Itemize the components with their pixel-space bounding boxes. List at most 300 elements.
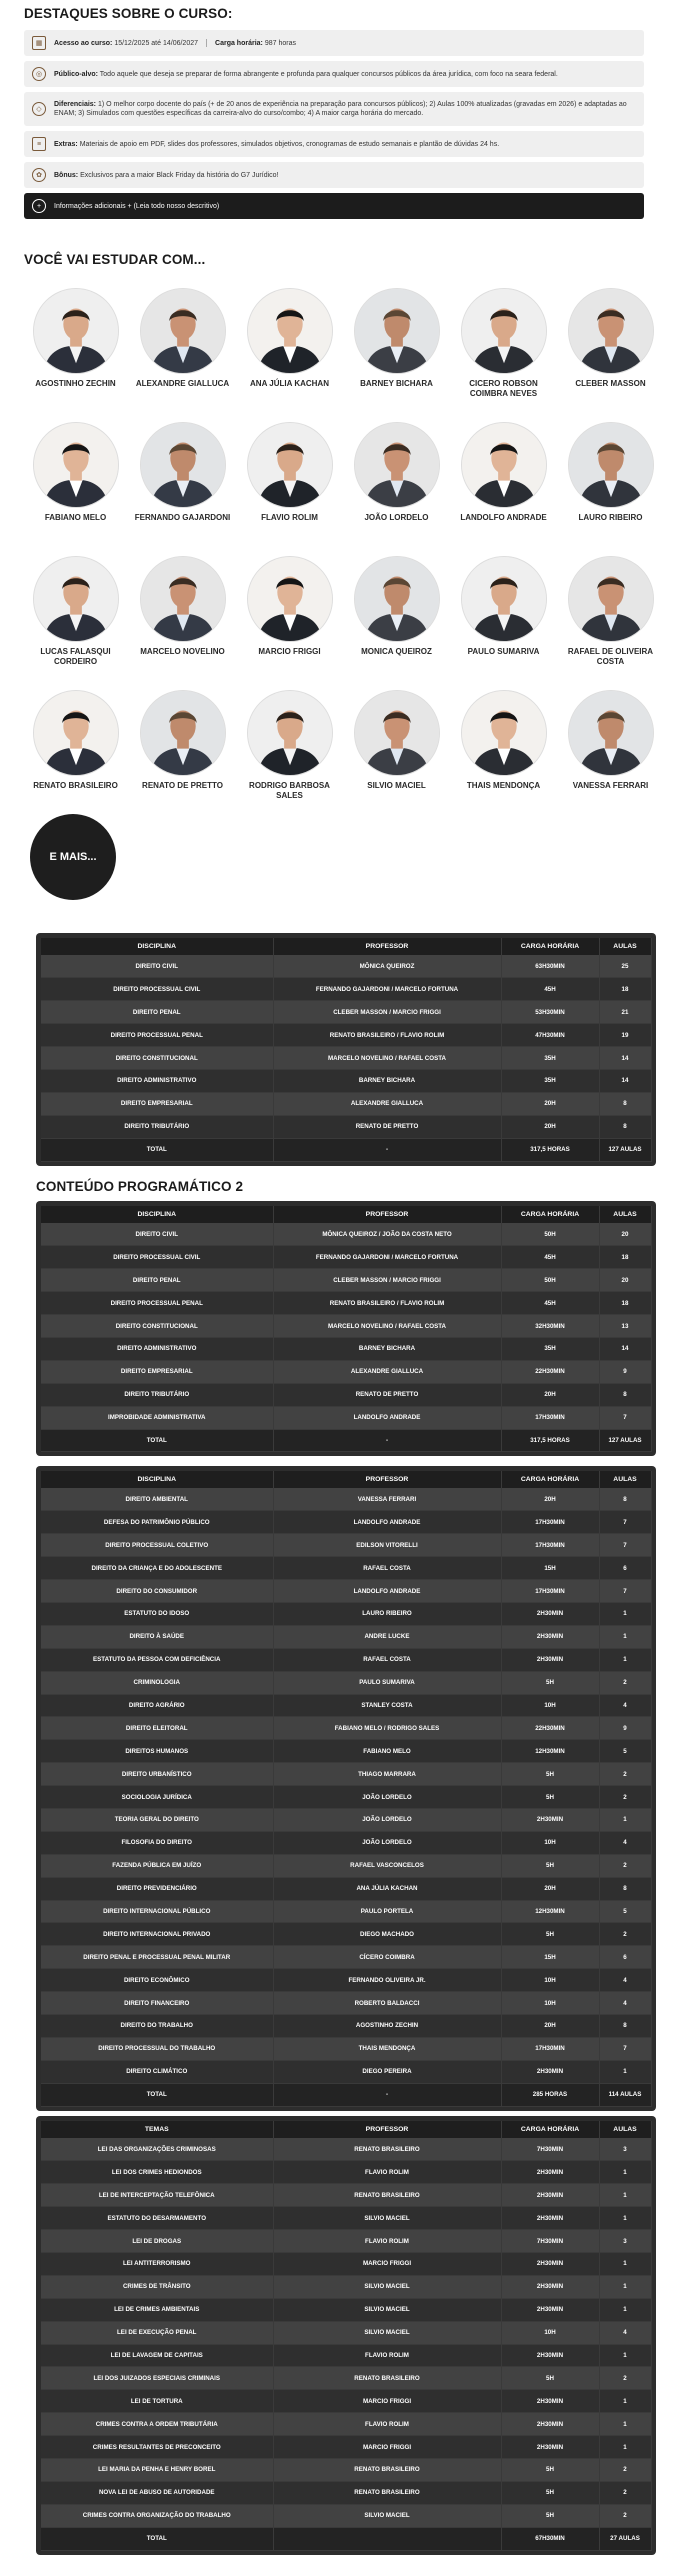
table-cell: 5: [599, 1900, 651, 1923]
table-cell: DIREITO EMPRESARIAL: [41, 1092, 273, 1115]
table-row: [41, 2298, 651, 2321]
professor-photo: [33, 422, 119, 508]
table-cell: PAULO PORTELA: [273, 1900, 501, 1923]
professor-photo: [568, 556, 654, 642]
table-row: [41, 1337, 651, 1360]
table-cell: 22H30MIN: [501, 1360, 599, 1383]
table-cell: DIREITO ELEITORAL: [41, 1717, 273, 1740]
table-cell: LEI DOS CRIMES HEDIONDOS: [41, 2161, 273, 2184]
table-cell: IMPROBIDADE ADMINISTRATIVA: [41, 1406, 273, 1429]
professor-name: FERNANDO GAJARDONI: [134, 513, 231, 522]
table-cell: ANA JÚLIA KACHAN: [273, 1877, 501, 1900]
table-row: [41, 2367, 651, 2390]
table-header-cell: AULAS: [599, 1471, 651, 1488]
table-cell: CLEBER MASSON / MARCIO FRIGGI: [273, 1269, 501, 1292]
table-header-cell: CARGA HORÁRIA: [501, 938, 599, 955]
table-row: [41, 2060, 651, 2083]
person-avatar-icon: [34, 423, 118, 507]
table-header-cell: AULAS: [599, 1206, 651, 1223]
table-cell: 1: [599, 1625, 651, 1648]
table-row: [41, 1946, 651, 1969]
table-row: [41, 1246, 651, 1269]
professor-card: [450, 690, 557, 812]
table-cell: LEI DOS JUIZADOS ESPECIAIS CRIMINAIS: [41, 2367, 273, 2390]
table-cell: DIREITO PREVIDENCIÁRIO: [41, 1877, 273, 1900]
professor-photo: [140, 288, 226, 374]
table-cell: DIREITO À SAÚDE: [41, 1625, 273, 1648]
table-cell: FABIANO MELO / RODRIGO SALES: [273, 1717, 501, 1740]
table-cell: 2H30MIN: [501, 2161, 599, 2184]
table-cell: DIREITO PROCESSUAL DO TRABALHO: [41, 2037, 273, 2060]
table-cell: 4: [599, 1969, 651, 1992]
table-cell: 10H: [501, 1969, 599, 1992]
access-label: Acesso ao curso:: [54, 39, 113, 47]
table-row: [41, 2014, 651, 2037]
table-row: [41, 1648, 651, 1671]
table-cell: JOÃO LORDELO: [273, 1786, 501, 1809]
table-cell: 2H30MIN: [501, 2344, 599, 2367]
table-cell: 8: [599, 1115, 651, 1138]
table-cell: FERNANDO OLIVEIRA JR.: [273, 1969, 501, 1992]
professor-card: [343, 288, 450, 410]
table-cell: ESTATUTO DO DESARMAMENTO: [41, 2207, 273, 2230]
table-row: [41, 2138, 651, 2161]
table-row: [41, 2275, 651, 2298]
professor-name: LANDOLFO ANDRADE: [460, 513, 547, 522]
table-row: [41, 2207, 651, 2230]
table-row: [41, 1877, 651, 1900]
table-cell: 2: [599, 2458, 651, 2481]
professor-card: [557, 690, 664, 812]
table-row: [41, 2413, 651, 2436]
professor-card: [236, 288, 343, 410]
table-cell: 5: [599, 1740, 651, 1763]
table-total-cell: 27 AULAS: [599, 2527, 651, 2550]
table-row: [41, 1923, 651, 1946]
table-cell: BARNEY BICHARA: [273, 1337, 501, 1360]
bonus-label: Bônus:: [54, 171, 79, 179]
table-cell: ROBERTO BALDACCI: [273, 1992, 501, 2015]
table-cell: 25: [599, 955, 651, 978]
table-cell: CÍCERO COIMBRA: [273, 1946, 501, 1969]
professor-name: RAFAEL DE OLIVEIRA COSTA: [567, 647, 654, 666]
table-cell: 20: [599, 1223, 651, 1246]
table-row: [41, 1740, 651, 1763]
professor-card: [450, 556, 557, 678]
diamond-icon: ◇: [32, 102, 46, 116]
table-cell: DIREITO ADMINISTRATIVO: [41, 1069, 273, 1092]
table-cell: DIREITO CLIMÁTICO: [41, 2060, 273, 2083]
table-cell: LANDOLFO ANDRADE: [273, 1511, 501, 1534]
table-cell: DIREITO ADMINISTRATIVO: [41, 1337, 273, 1360]
table-cell: FERNANDO GAJARDONI / MARCELO FORTUNA: [273, 978, 501, 1001]
professor-photo: [140, 690, 226, 776]
table-cell: 20H: [501, 1092, 599, 1115]
table-cell: RAFAEL VASCONCELOS: [273, 1854, 501, 1877]
person-avatar-icon: [355, 289, 439, 373]
table-cell: 1: [599, 2207, 651, 2230]
table-row: [41, 978, 651, 1001]
professors-title: VOCÊ VAI ESTUDAR COM...: [24, 252, 206, 267]
table-row: [41, 2037, 651, 2060]
table-cell: DIREITO PENAL: [41, 1269, 273, 1292]
professor-name: SILVIO MACIEL: [367, 781, 426, 790]
professor-card: [129, 288, 236, 410]
table-cell: 2H30MIN: [501, 1602, 599, 1625]
table-header-cell: AULAS: [599, 2121, 651, 2138]
table-cell: 1: [599, 2275, 651, 2298]
professor-photo: [461, 556, 547, 642]
table-cell: 9: [599, 1360, 651, 1383]
table-cell: RAFAEL COSTA: [273, 1648, 501, 1671]
professor-name: RENATO BRASILEIRO: [33, 781, 118, 790]
table-cell: CRIMINOLOGIA: [41, 1671, 273, 1694]
table-header-cell: PROFESSOR: [273, 1471, 501, 1488]
table-cell: 1: [599, 2184, 651, 2207]
table-cell: DIREITO TRIBUTÁRIO: [41, 1383, 273, 1406]
table-cell: 5H: [501, 1854, 599, 1877]
professor-name: CLEBER MASSON: [575, 379, 646, 388]
highlight-extras-text: [54, 140, 499, 149]
table-cell: DIREITO DO CONSUMIDOR: [41, 1580, 273, 1603]
professor-card: [236, 690, 343, 812]
table-row: [41, 1786, 651, 1809]
professor-name: FLAVIO ROLIM: [261, 513, 318, 522]
table-cell: 20H: [501, 1877, 599, 1900]
more-professors-button[interactable]: [30, 814, 116, 900]
table-cell: MARCIO FRIGGI: [273, 2436, 501, 2459]
more-professors-label: E MAIS...: [49, 851, 97, 863]
professor-photo: [568, 422, 654, 508]
table-cell: 2H30MIN: [501, 2413, 599, 2436]
table-total-cell: 317,5 HORAS: [501, 1138, 599, 1161]
professor-photo: [568, 288, 654, 374]
table-header-cell: AULAS: [599, 938, 651, 955]
more-info-label: Informações adicionais + (Leia todo nosso descritivo): [54, 202, 220, 210]
professor-name: MONICA QUEIROZ: [361, 647, 432, 656]
highlights-title: DESTAQUES SOBRE O CURSO:: [24, 6, 233, 21]
table-cell: LEI DE LAVAGEM DE CAPITAIS: [41, 2344, 273, 2367]
person-avatar-icon: [569, 289, 653, 373]
table-row: [41, 1694, 651, 1717]
highlights-list: [24, 30, 644, 224]
table-cell: LEI DE EXECUÇÃO PENAL: [41, 2321, 273, 2344]
highlight-access: [24, 30, 644, 56]
table-cell: 2H30MIN: [501, 2184, 599, 2207]
table-cell: 5H: [501, 2481, 599, 2504]
table-cell: 4: [599, 2321, 651, 2344]
table-cell: 5H: [501, 2367, 599, 2390]
table-cell: ALEXANDRE GIALLUCA: [273, 1092, 501, 1115]
table-cell: DIREITO DA CRIANÇA E DO ADOLESCENTE: [41, 1557, 273, 1580]
person-avatar-icon: [248, 423, 332, 507]
table-cell: DIREITO PROCESSUAL PENAL: [41, 1292, 273, 1315]
table-total-cell: -: [273, 1429, 501, 1452]
table-row: [41, 1315, 651, 1338]
table-cell: 20H: [501, 1488, 599, 1511]
table-row: [41, 1024, 651, 1047]
professor-photo: [33, 690, 119, 776]
table-cell: 2: [599, 1786, 651, 1809]
table-cell: STANLEY COSTA: [273, 1694, 501, 1717]
table-row: [41, 2481, 651, 2504]
professor-card: [557, 288, 664, 410]
professor-card: [557, 422, 664, 544]
table-cell: 21: [599, 1001, 651, 1024]
table-cell: 5H: [501, 2458, 599, 2481]
target-icon: ◎: [32, 67, 46, 81]
table-cell: 2: [599, 1671, 651, 1694]
table-cell: DIREITO DO TRABALHO: [41, 2014, 273, 2037]
person-avatar-icon: [248, 557, 332, 641]
table-cell: CRIMES CONTRA ORGANIZAÇÃO DO TRABALHO: [41, 2504, 273, 2527]
table-cell: 1: [599, 1648, 651, 1671]
table-cell: FAZENDA PÚBLICA EM JUÍZO: [41, 1854, 273, 1877]
table-row: [41, 1069, 651, 1092]
table-cell: 13: [599, 1315, 651, 1338]
professor-photo: [33, 288, 119, 374]
table-total-cell: TOTAL: [41, 2083, 273, 2106]
table-cell: DIREITO PROCESSUAL PENAL: [41, 1024, 273, 1047]
table-row: [41, 1763, 651, 1786]
professor-name: FABIANO MELO: [44, 513, 107, 522]
table-cell: 18: [599, 978, 651, 1001]
professor-name: THAIS MENDONÇA: [466, 781, 541, 790]
table-cell: THAIS MENDONÇA: [273, 2037, 501, 2060]
program2-title: CONTEÚDO PROGRAMÁTICO 2: [36, 1179, 244, 1194]
table-cell: SILVIO MACIEL: [273, 2275, 501, 2298]
gift-icon: ✿: [32, 168, 46, 182]
table-cell: 35H: [501, 1069, 599, 1092]
table-cell: LEI MARIA DA PENHA E HENRY BOREL: [41, 2458, 273, 2481]
table-cell: DIREITO ECONÔMICO: [41, 1969, 273, 1992]
highlight-audience-text: [54, 70, 558, 79]
table-cell: RENATO BRASILEIRO: [273, 2458, 501, 2481]
professor-card: [450, 422, 557, 544]
professor-card: [129, 690, 236, 812]
table-cell: 2H30MIN: [501, 1808, 599, 1831]
course-table: [41, 2121, 652, 2551]
table-cell: SILVIO MACIEL: [273, 2504, 501, 2527]
table-cell: 1: [599, 2344, 651, 2367]
person-avatar-icon: [34, 289, 118, 373]
person-avatar-icon: [248, 289, 332, 373]
professor-card: [343, 690, 450, 812]
program-table-1: [36, 933, 656, 1166]
highlight-bonus: [24, 162, 644, 188]
person-avatar-icon: [141, 289, 225, 373]
table-cell: DIREITO CIVIL: [41, 955, 273, 978]
professor-name: PAULO SUMARIVA: [467, 647, 540, 656]
table-header-cell: DISCIPLINA: [41, 938, 273, 955]
table-cell: 47H30MIN: [501, 1024, 599, 1047]
table-header-cell: CARGA HORÁRIA: [501, 2121, 599, 2138]
table-row: [41, 2344, 651, 2367]
table-cell: 18: [599, 1246, 651, 1269]
professor-card: [236, 422, 343, 544]
workload-value: 987 horas: [264, 39, 296, 47]
table-cell: NOVA LEI DE ABUSO DE AUTORIDADE: [41, 2481, 273, 2504]
person-avatar-icon: [462, 557, 546, 641]
table-cell: ESTATUTO DO IDOSO: [41, 1602, 273, 1625]
professor-card: [22, 690, 129, 812]
table-cell: DIREITO PROCESSUAL CIVIL: [41, 1246, 273, 1269]
table-cell: 15H: [501, 1557, 599, 1580]
info-icon: +: [32, 199, 46, 213]
table-cell: DIREITO AMBIENTAL: [41, 1488, 273, 1511]
person-avatar-icon: [355, 423, 439, 507]
table-cell: 1: [599, 1808, 651, 1831]
table-cell: FERNANDO GAJARDONI / MARCELO FORTUNA: [273, 1246, 501, 1269]
table-row: [41, 1808, 651, 1831]
professor-name: RODRIGO BARBOSA SALES: [249, 781, 330, 800]
table-row: [41, 1671, 651, 1694]
table-cell: DIREITO EMPRESARIAL: [41, 1360, 273, 1383]
table-header-cell: PROFESSOR: [273, 938, 501, 955]
table-cell: MARCELO NOVELINO / RAFAEL COSTA: [273, 1047, 501, 1070]
person-avatar-icon: [141, 423, 225, 507]
table-cell: 8: [599, 2014, 651, 2037]
table-cell: 2H30MIN: [501, 2436, 599, 2459]
table-cell: RENATO BRASILEIRO: [273, 2481, 501, 2504]
professor-card: [450, 288, 557, 410]
table-cell: 35H: [501, 1337, 599, 1360]
table-cell: 5H: [501, 2504, 599, 2527]
table-cell: 2: [599, 1923, 651, 1946]
table-cell: 1: [599, 2298, 651, 2321]
table-cell: 8: [599, 1877, 651, 1900]
table-cell: DIREITO FINANCEIRO: [41, 1992, 273, 2015]
table-row: [41, 2161, 651, 2184]
table-cell: RENATO BRASILEIRO / FLAVIO ROLIM: [273, 1024, 501, 1047]
program-table-3: [36, 1466, 656, 2111]
table-cell: 2H30MIN: [501, 2207, 599, 2230]
table-cell: 10H: [501, 2321, 599, 2344]
table-cell: FLAVIO ROLIM: [273, 2161, 501, 2184]
table-cell: 14: [599, 1047, 651, 1070]
table-cell: 22H30MIN: [501, 1717, 599, 1740]
professor-card: [129, 422, 236, 544]
table-cell: CRIMES CONTRA A ORDEM TRIBUTÁRIA: [41, 2413, 273, 2436]
professor-photo: [247, 690, 333, 776]
table-cell: 6: [599, 1557, 651, 1580]
professor-photo: [140, 556, 226, 642]
person-avatar-icon: [141, 691, 225, 775]
professor-card: [22, 288, 129, 410]
table-cell: RENATO BRASILEIRO: [273, 2367, 501, 2390]
table-row: [41, 1383, 651, 1406]
professor-photo: [461, 422, 547, 508]
table-cell: JOÃO LORDELO: [273, 1808, 501, 1831]
table-cell: 10H: [501, 1694, 599, 1717]
table-row: [41, 1717, 651, 1740]
professor-card: [236, 556, 343, 678]
table-total-cell: 285 HORAS: [501, 2083, 599, 2106]
table-cell: 1: [599, 2161, 651, 2184]
table-row: [41, 2504, 651, 2527]
table-cell: CRIMES DE TRÂNSITO: [41, 2275, 273, 2298]
table-cell: BARNEY BICHARA: [273, 1069, 501, 1092]
table-cell: DIREITO URBANÍSTICO: [41, 1763, 273, 1786]
table-cell: LEI DE CRIMES AMBIENTAIS: [41, 2298, 273, 2321]
table-row: [41, 955, 651, 978]
table-total-cell: -: [273, 1138, 501, 1161]
table-cell: 7H30MIN: [501, 2138, 599, 2161]
table-cell: 7: [599, 1580, 651, 1603]
highlight-bonus-text: [54, 171, 278, 180]
table-total-cell: 127 AULAS: [599, 1429, 651, 1452]
table-row: [41, 1269, 651, 1292]
table-total-cell: [273, 2527, 501, 2550]
professor-name: LUCAS FALASQUI CORDEIRO: [40, 647, 111, 666]
table-cell: TEORIA GERAL DO DIREITO: [41, 1808, 273, 1831]
table-cell: 8: [599, 1488, 651, 1511]
table-cell: 9: [599, 1717, 651, 1740]
table-cell: LEI DAS ORGANIZAÇÕES CRIMINOSAS: [41, 2138, 273, 2161]
table-row: [41, 1115, 651, 1138]
table-total-cell: TOTAL: [41, 1138, 273, 1161]
table-cell: ESTATUTO DA PESSOA COM DEFICIÊNCIA: [41, 1648, 273, 1671]
table-cell: 63H30MIN: [501, 955, 599, 978]
extras-label: Extras:: [54, 140, 78, 148]
professor-photo: [247, 288, 333, 374]
table-cell: 1: [599, 2390, 651, 2413]
table-cell: 1: [599, 2436, 651, 2459]
table-cell: CLEBER MASSON / MARCIO FRIGGI: [273, 1001, 501, 1024]
person-avatar-icon: [355, 691, 439, 775]
table-cell: 45H: [501, 1292, 599, 1315]
table-total-cell: TOTAL: [41, 1429, 273, 1452]
table-cell: DEFESA DO PATRIMÔNIO PÚBLICO: [41, 1511, 273, 1534]
professor-photo: [568, 690, 654, 776]
table-cell: EDILSON VITORELLI: [273, 1534, 501, 1557]
professor-name: MARCELO NOVELINO: [140, 647, 225, 656]
professor-card: [129, 556, 236, 678]
table-cell: THIAGO MARRARA: [273, 1763, 501, 1786]
table-cell: 17H30MIN: [501, 1511, 599, 1534]
table-cell: 5H: [501, 1763, 599, 1786]
table-cell: 2H30MIN: [501, 2298, 599, 2321]
professor-name: JOÃO LORDELO: [364, 513, 429, 522]
table-cell: DIREITO INTERNACIONAL PRIVADO: [41, 1923, 273, 1946]
table-cell: 7: [599, 1534, 651, 1557]
table-header-cell: CARGA HORÁRIA: [501, 1206, 599, 1223]
program-table-2: [36, 1201, 656, 1456]
table-cell: ANDRE LUCKE: [273, 1625, 501, 1648]
table-cell: 7: [599, 1406, 651, 1429]
table-cell: LEI ANTITERRORISMO: [41, 2252, 273, 2275]
table-cell: 4: [599, 1694, 651, 1717]
table-row: [41, 1360, 651, 1383]
table-cell: 1: [599, 2252, 651, 2275]
table-cell: 12H30MIN: [501, 1900, 599, 1923]
professor-photo: [247, 556, 333, 642]
extras-value: Materiais de apoio em PDF, slides dos professores, simulados objetivos, cronogramas de estudo semanais e plantão de dúvidas 24 hs.: [79, 140, 500, 148]
table-row: [41, 1488, 651, 1511]
professor-name: AGOSTINHO ZECHIN: [35, 379, 116, 388]
table-row: [41, 1001, 651, 1024]
highlight-differentials: [24, 92, 644, 126]
professor-card: [557, 556, 664, 678]
more-info-toggle[interactable]: [24, 193, 644, 219]
table-cell: 2H30MIN: [501, 2060, 599, 2083]
table-cell: RAFAEL COSTA: [273, 1557, 501, 1580]
table-cell: 2: [599, 1854, 651, 1877]
table-cell: 20: [599, 1269, 651, 1292]
table-cell: 8: [599, 1383, 651, 1406]
professor-card: [343, 422, 450, 544]
table-cell: 2H30MIN: [501, 1625, 599, 1648]
